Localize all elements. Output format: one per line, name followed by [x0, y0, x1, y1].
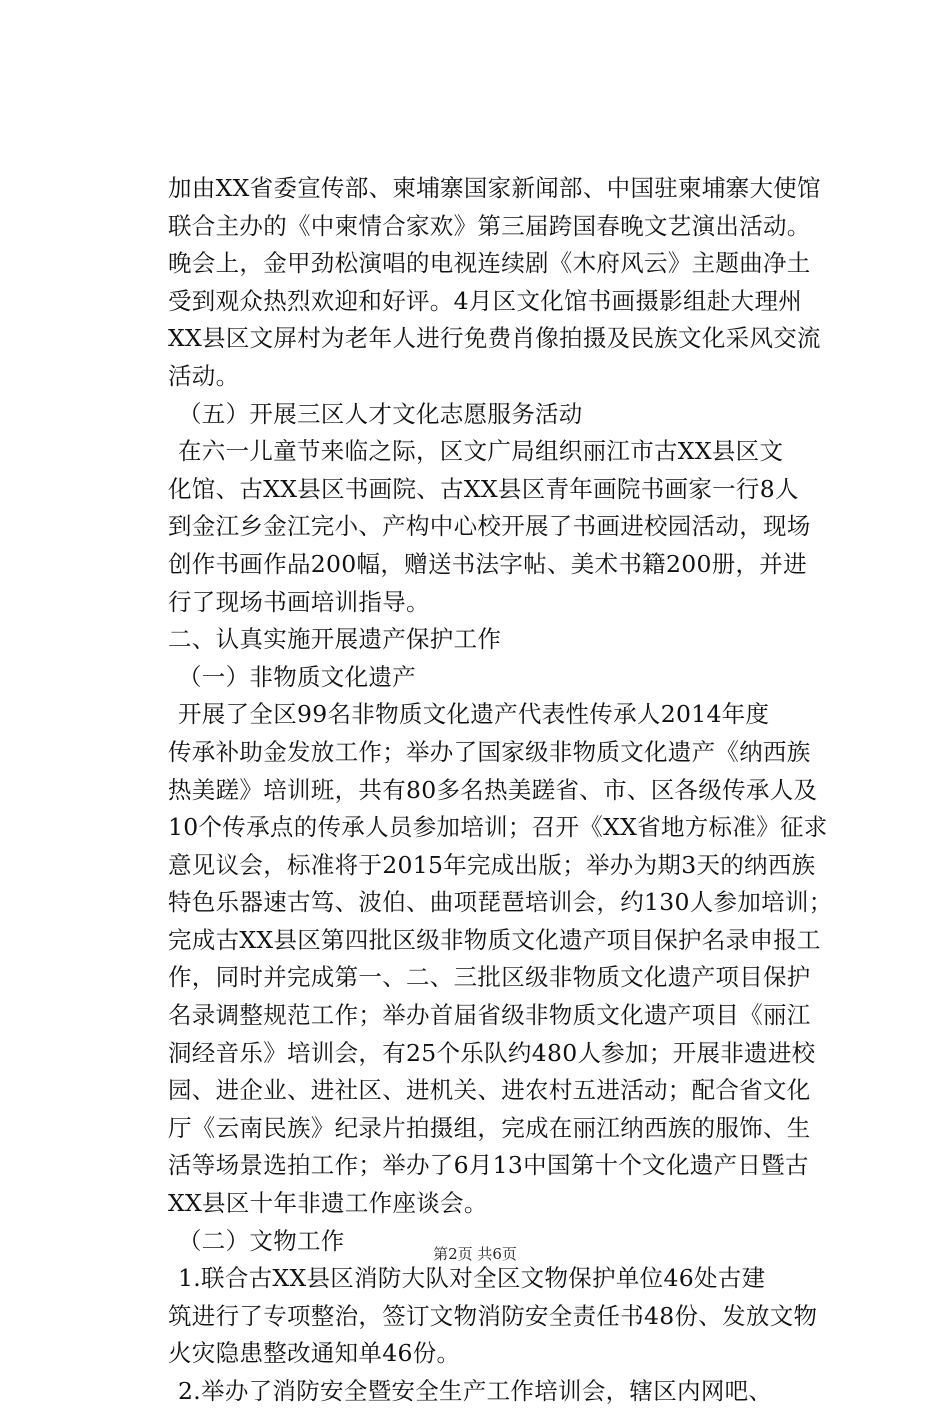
text-line: 火灾隐患整改通知单46份。: [168, 1339, 461, 1368]
text-line: 热美蹉》培训班，共有80多名热美蹉省、市、区各级传承人及: [168, 775, 818, 804]
text-line: 完成古XX县区第四批区级非物质文化遗产项目保护名录申报工: [168, 925, 821, 954]
document-body: [168, 170, 833, 1411]
section-heading: 二、认真实施开展遗产保护工作: [168, 625, 502, 654]
text-line: 联合主办的《中柬情合家欢》第三届跨国春晚文艺演出活动。: [168, 211, 811, 240]
paragraph-first-line: 开展了全区99名非物质文化遗产代表性传承人2014年度: [178, 700, 770, 729]
text-line: 名录调整规范工作；举办首届省级非物质文化遗产项目《丽江: [168, 1001, 811, 1030]
text-line: XX县区十年非遗工作座谈会。: [168, 1189, 488, 1218]
text-line: 洞经音乐》培训会，有25个乐队约480人参加；开展非遗进校: [168, 1038, 816, 1067]
text-line: 活等场景选拍工作；举办了6月13中国第十个文化遗产日暨古: [168, 1151, 809, 1180]
text-line: 特色乐器速古笃、波伯、曲项琵琶培训会，约130人参加培训；: [168, 888, 833, 917]
page-number-footer: 第2页 共6页: [433, 1245, 517, 1263]
section-heading: （五）开展三区人才文化志愿服务活动: [178, 399, 583, 428]
text-line: 筑进行了专项整治，签订文物消防安全责任书48份、发放文物: [168, 1301, 818, 1330]
text-line: 活动。: [168, 361, 240, 390]
text-line: 园、进企业、进社区、进机关、进农村五进活动；配合省文化: [168, 1076, 811, 1105]
text-line: 10个传承点的传承人员参加培训；召开《XX省地方标准》征求: [168, 813, 828, 842]
text-line: 创作书画作品200幅，赠送书法字帖、美术书籍200册，并进: [168, 549, 807, 578]
text-line: 厅《云南民族》纪录片拍摄组，完成在丽江纳西族的服饰、生: [168, 1113, 811, 1142]
text-line: 受到观众热烈欢迎和好评。4月区文化馆书画摄影组赴大理州: [168, 286, 803, 315]
text-line: 意见议会，标准将于2015年完成出版；举办为期3天的纳西族: [168, 850, 816, 879]
text-line: 加由XX省委宣传部、柬埔寨国家新闻部、中国驻柬埔寨大使馆: [168, 174, 821, 202]
text-line: 晚会上，金甲劲松演唱的电视连续剧《木府风云》主题曲净土: [168, 249, 811, 278]
section-heading: （二）文物工作: [178, 1226, 345, 1255]
text-line: XX县区文屏村为老年人进行免费肖像拍摄及民族文化采风交流: [168, 324, 821, 353]
text-line: 传承补助金发放工作；举办了国家级非物质文化遗产《纳西族: [168, 737, 811, 766]
text-line: 到金江乡金江完小、产构中心校开展了书画进校园活动，现场: [168, 512, 811, 541]
paragraph-first-line: 2.举办了消防安全暨安全生产工作培训会，辖区内网吧、: [178, 1377, 773, 1405]
text-line: 化馆、古XX县区书画院、古XX县区青年画院书画家一行8人: [168, 474, 799, 503]
text-line: 行了现场书画培训指导。: [168, 587, 430, 616]
section-heading: （一）非物质文化遗产: [178, 662, 416, 691]
paragraph-first-line: 1.联合古XX县区消防大队对全区文物保护单位46处古建: [178, 1264, 766, 1293]
paragraph-first-line: 在六一儿童节来临之际，区文广局组织丽江市古XX县区文: [178, 437, 784, 466]
text-line: 作，同时并完成第一、二、三批区级非物质文化遗产项目保护: [168, 963, 811, 992]
